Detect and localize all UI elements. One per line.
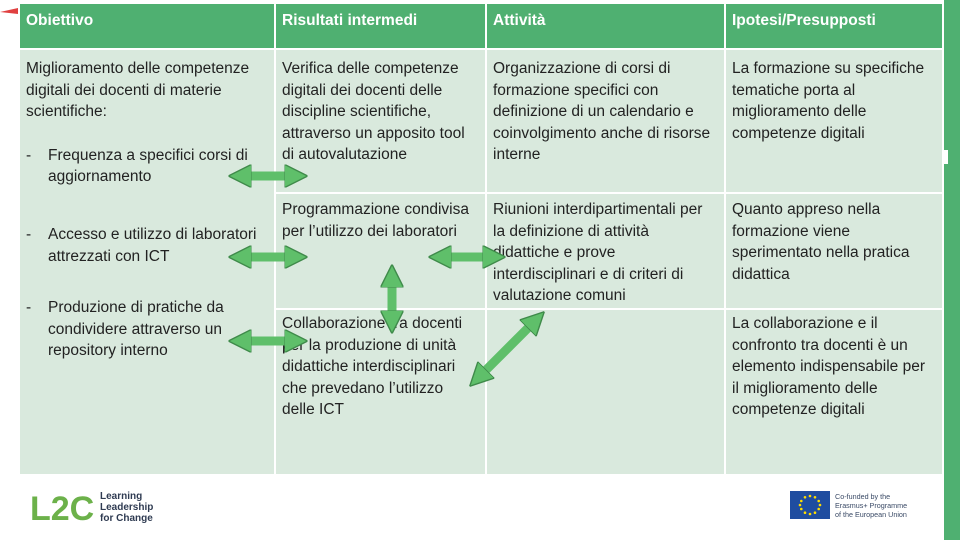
cell-ipotesi-3: La collaborazione e il confronto tra docenti è un elemento indispensabile per il miglioramento delle competenze digitali [725, 309, 943, 475]
header-risultati-intermedi: Risultati intermedi [275, 3, 486, 49]
eu-line-1: Co-funded by the [835, 491, 891, 501]
cell-attivita-1: Organizzazione di corsi di formazione specifici con definizione di un calendario e coinvolgimento anche di risorse interne [486, 49, 725, 193]
cell-risultati-3: Collaborazione tra docenti per la produzione di unità didattiche interdisciplinari che prevedano l’utilizzo delle ICT [275, 309, 486, 475]
logo-line-3: for Change [100, 513, 153, 524]
header-obiettivo: Obiettivo [19, 3, 275, 49]
eu-line-2: Erasmus+ Programme [835, 500, 908, 510]
bullet-dash: - [26, 299, 32, 317]
logo-line-1: Learning [100, 491, 143, 502]
eu-cofunded-text [835, 492, 907, 519]
logo-line-2: Leadership [100, 502, 154, 513]
cell-ipotesi-2: Quanto appreso nella formazione viene sperimentato nella pratica didattica [725, 193, 943, 309]
l2c-logo-mark [30, 486, 190, 526]
header-attivita: Attività [486, 3, 725, 49]
bullet-dash: - [26, 146, 32, 164]
double-arrow-icon [478, 320, 536, 378]
eu-cofunded-logo [790, 488, 940, 522]
cell-ipotesi-1: La formazione su specifiche tematiche porta al miglioramento delle competenze digitali [725, 49, 943, 193]
header-ipotesi-presupposti: Ipotesi/Presupposti [725, 3, 943, 49]
cell-risultati-1: Verifica delle competenze digitali dei docenti delle discipline scientifiche, attraverso un apposito tool di autovalutazione [275, 49, 486, 193]
logo-mark-text: L2C [30, 490, 95, 526]
obiettivo-bullet-text: Produzione di pratiche da condividere attraverso un repository interno [48, 299, 224, 360]
eu-flag-icon [790, 491, 830, 519]
obiettivo-bullet-text: Frequenza a specifici corsi di aggiornamento [48, 146, 248, 186]
cell-attivita-2: Riunioni interdipartimentali per la definizione di attività didattiche e prove interdisciplinari e di criteri di valutazione comuni [486, 193, 725, 309]
l2c-logo [30, 486, 190, 526]
obiettivo-intro: Miglioramento delle competenze digitali dei docenti di materie scientifiche: [26, 60, 250, 121]
eu-line-3: of the European Union [835, 509, 907, 519]
bullet-dash: - [26, 225, 32, 243]
cell-risultati-2: Programmazione condivisa per l’utilizzo dei laboratori [275, 193, 486, 309]
obiettivo-bullet-text: Accesso e utilizzo di laboratori attrezzati con ICT [48, 225, 257, 265]
